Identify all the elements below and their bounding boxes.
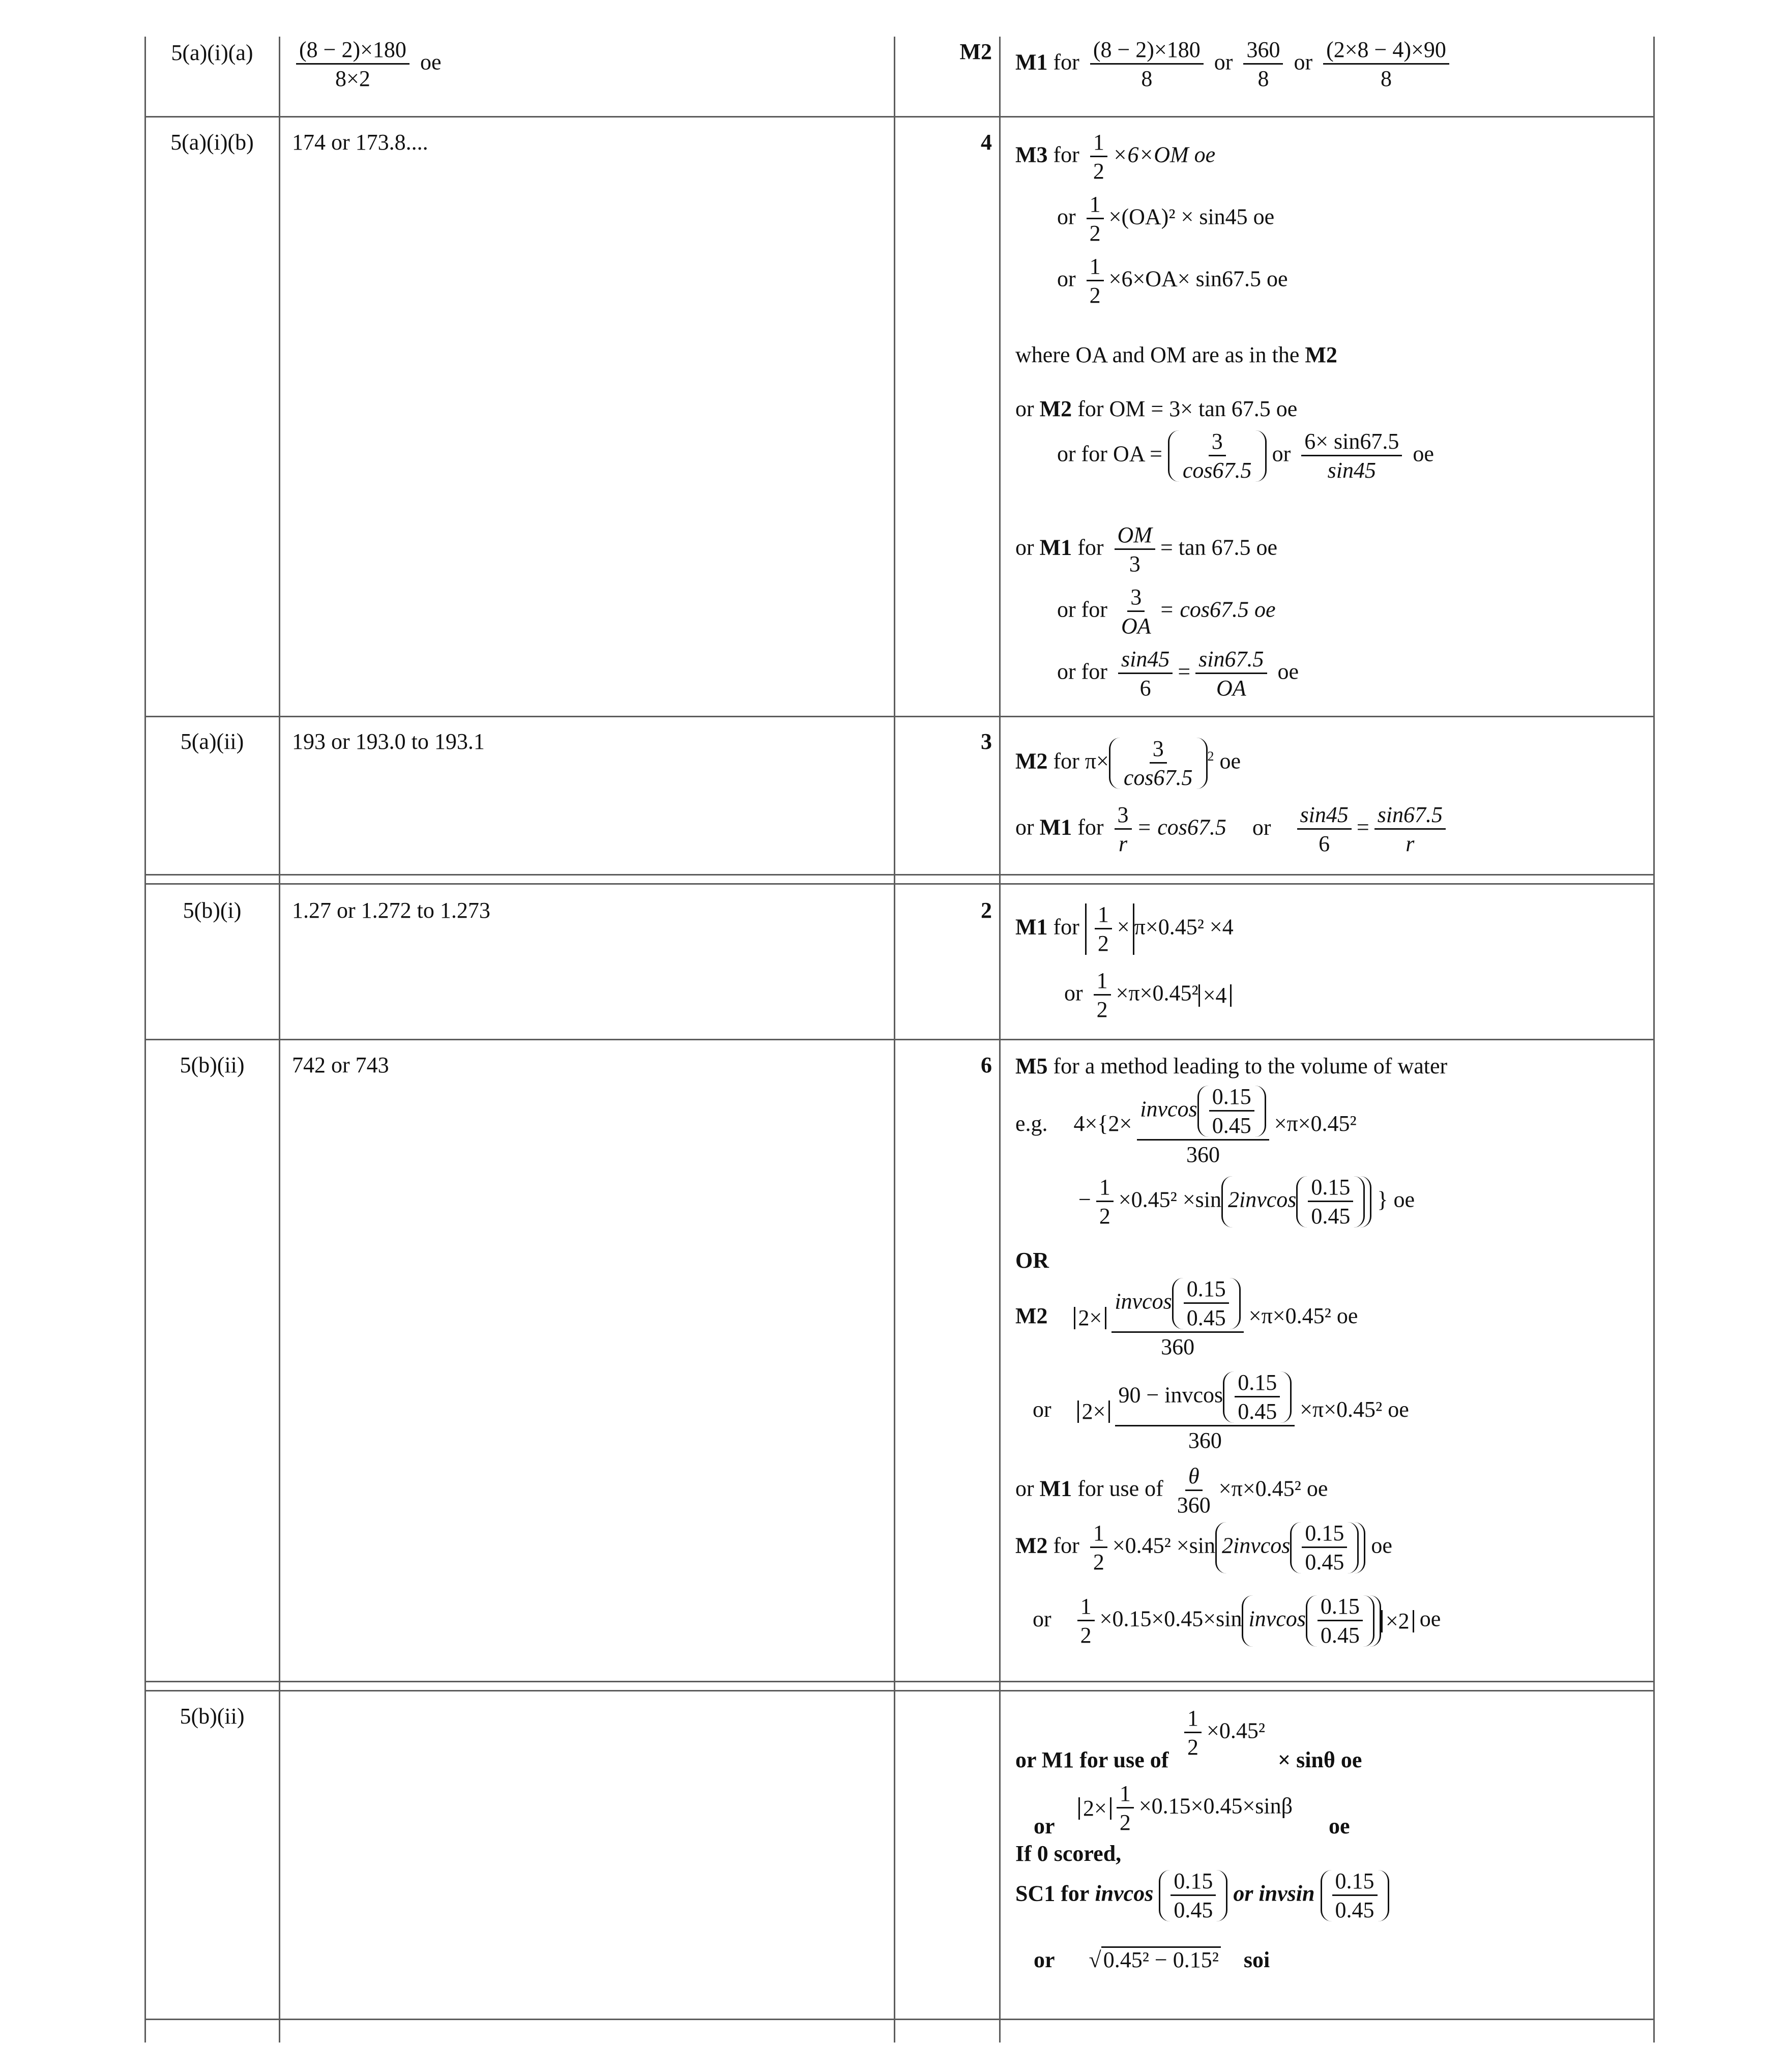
guidance-line: 2× $\frac{1}{2}$ ×0.15×0.45×sinβ [1078,1783,1293,1834]
guidance-line: or $\frac{1}{2}$ ×π×0.45² ×4 [1064,970,1232,1021]
question-number: 5(a)(ii) [180,729,244,754]
question-number: 5(a)(i)(a) [171,40,253,65]
guidance-line: or $\frac{1}{2}$ ×0.15×0.45×sin invcos $\frac{0.15}{0.45}$ ×2 oe [1033,1594,1441,1648]
row-divider [145,716,1654,717]
guidance-line: or 2× 90 − invcos $\frac{0.15}{0.45}$ 360 ×π×0.45² oe [1033,1370,1409,1453]
answer: 174 or 173.8.... [292,130,428,155]
guidance-line: or M1 for $\frac{OM}{3}$ = tan 67.5 oe [1015,522,1278,576]
question-number: 5(a)(i)(b) [170,130,254,155]
marks: 6 [981,1053,992,1077]
marks: 4 [981,130,992,155]
guidance: M1 for $\frac{(8 - 2)\times 180}{8}$ or $\frac{360}{8}$ or $\frac{(2\times 8 - 4)\times 90}{8}$ [1015,39,1454,90]
guidance-line: or $\frac{1}{2}$ ×6×OA× sin67.5 oe [1057,254,1288,308]
guidance-line: or M2 for OM = 3× tan 67.5 oe [1015,396,1298,421]
row-divider [145,1039,1654,1040]
guidance-line: or M1 for use of $\frac{\theta}{360}$ ×π×0.45² oe [1015,1464,1328,1517]
row-divider-double [145,883,1654,885]
guidance-line: − $\frac{1}{2}$ ×0.45² ×sin 2invcos $\frac{0.15}{0.45}$ } oe [1078,1175,1415,1229]
guidance-line: or for $\frac{3}{OA}$ = cos67.5 oe [1057,585,1276,638]
row-divider-double [145,1681,1654,1682]
row-divider [145,116,1654,118]
guidance-line: M3 for $\frac{1}{2}$ ×6×OM oe [1015,130,1216,184]
guidance-line: e.g. 4×{2× invcos $\frac{0.15}{0.45}$ 360 ×π×0.45² [1015,1084,1357,1167]
row-divider-double [145,1690,1654,1691]
answer: 193 or 193.0 to 193.1 [292,729,485,754]
marks: 3 [981,729,992,754]
guidance-line: × sinθ oe [1278,1747,1362,1772]
guidance-line: or $\frac{1}{2}$ ×(OA)² × sin45 oe [1057,192,1275,246]
guidance-line: or [1034,1814,1055,1838]
marks: M2 [959,39,992,64]
answer: 1.27 or 1.272 to 1.273 [292,898,490,923]
guidance-line: where OA and OM are as in the M2 [1015,342,1337,367]
guidance-line: M1 for $\frac{1}{2}$ × π×0.45² ×4 [1015,902,1234,956]
guidance-line: SC1 for invcos $\frac{0.15}{0.45}$ or invsin $\frac{0.15}{0.45}$ [1015,1870,1389,1921]
guidance-line: M2 for π× $\frac{3}{\cos 67.5}$ $^2$ oe [1015,736,1241,790]
row-divider [145,2019,1654,2020]
guidance-line: or M1 for use of [1015,1747,1169,1772]
guidance-line: or for $\frac{\sin 45}{6}$ = $\frac{\sin 67.5}{OA}$ oe [1057,647,1299,701]
guidance-line: or M1 for $\frac{3}{r}$ = cos67.5 or $\frac{\sin 45}{6}$ = $\frac{\sin 67.5}{r}$ [1015,804,1451,855]
question-number: 5(b)(i) [183,898,242,923]
marks: 2 [981,898,992,923]
answer: $\frac{(8 - 2)\times 180}{8\times 2}$ oe [291,39,441,90]
row-divider-double [145,874,1654,876]
question-number: 5(b)(ii) [180,1053,245,1077]
or-heading: OR [1015,1248,1049,1273]
guidance-line: M5 for a method leading to the volume of water [1015,1054,1448,1078]
guidance-line: or for OA = $\frac{3}{\cos 67.5}$ or $\frac{6\times \sin 67.5}{\sin 45}$ oe [1057,429,1434,483]
question-number: 5(b)(ii) [180,1704,245,1729]
guidance-line: If 0 scored, [1015,1841,1122,1866]
guidance-line: M2 2× invcos $\frac{0.15}{0.45}$ 360 ×π×0.45² oe [1015,1276,1358,1359]
guidance-line: M2 for $\frac{1}{2}$ ×0.45² ×sin 2invcos $\frac{0.15}{0.45}$ oe [1015,1521,1392,1574]
guidance-line: oe [1329,1814,1350,1838]
guidance-line: or √0.45² − 0.15² soi [1034,1947,1270,1972]
guidance-line: $\frac{1}{2}$ ×0.45² [1179,1707,1265,1759]
answer: 742 or 743 [292,1053,389,1077]
